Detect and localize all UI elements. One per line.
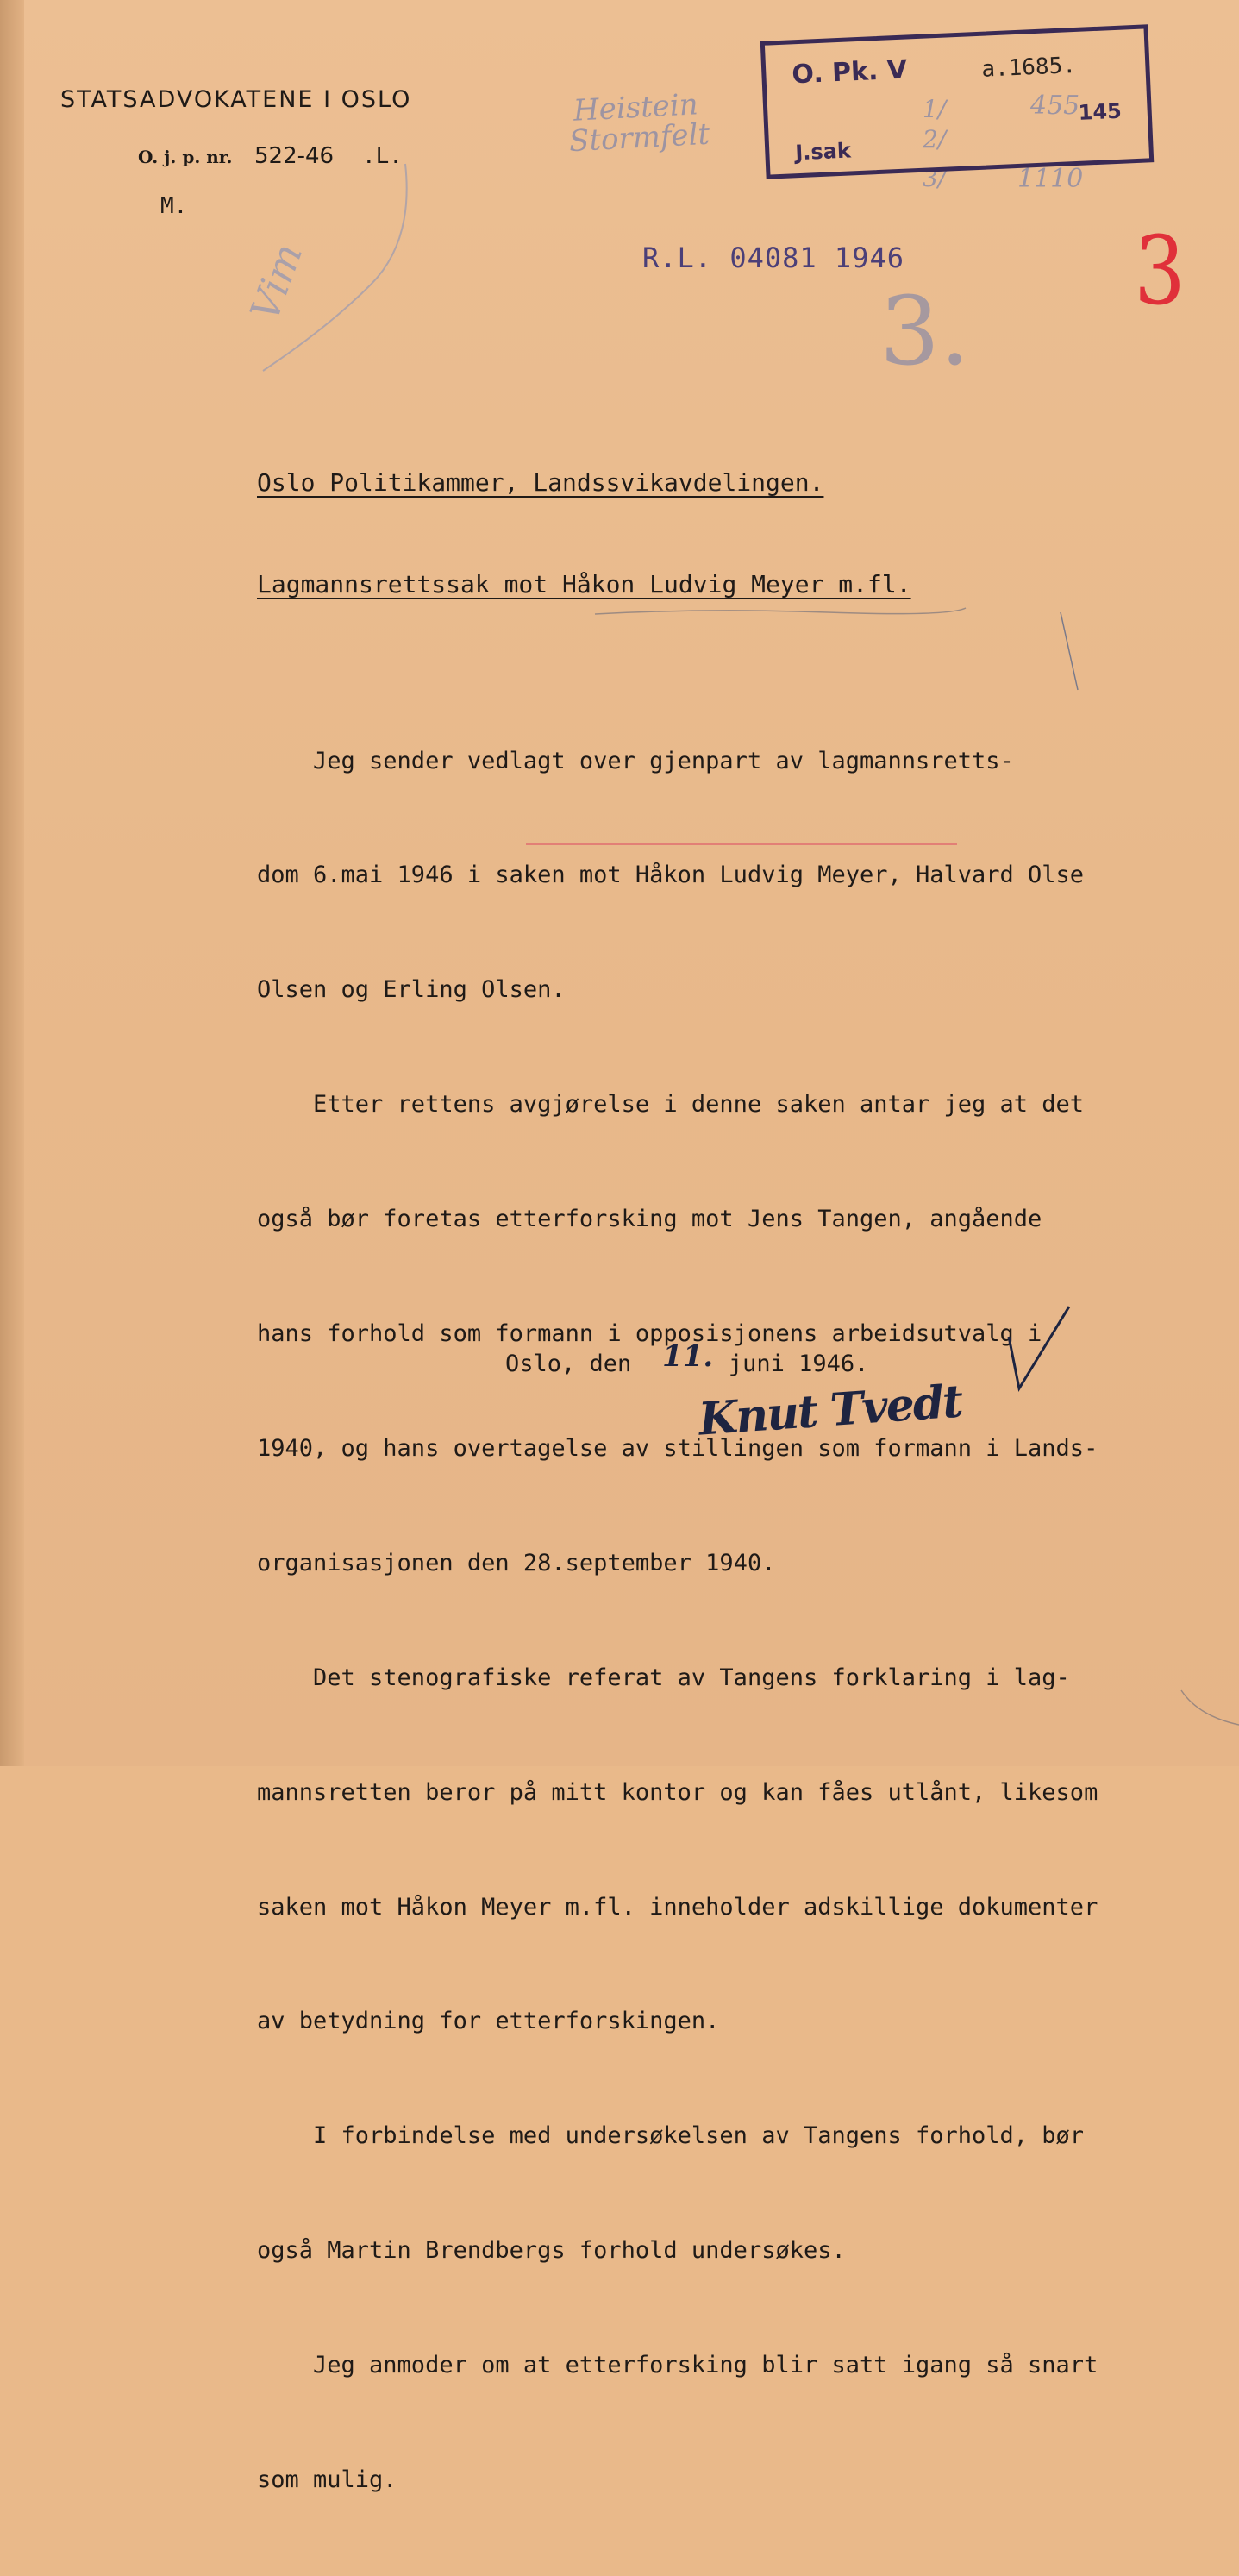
m-label: M. — [160, 193, 188, 219]
office-heading: STATSADVOKATENE I OSLO — [60, 86, 412, 113]
body-line: som mulig. — [257, 2466, 397, 2493]
checkmark-icon — [1000, 1302, 1078, 1397]
handwritten-day: 11. — [662, 1339, 714, 1374]
office-stamp — [760, 24, 1155, 179]
ojp-label: O. j. p. nr. — [138, 147, 233, 167]
body-line: også bør foretas etterforsking mot Jens Tangen, angående — [257, 1206, 1042, 1233]
body-line: av betydning for etterforskingen. — [257, 2008, 720, 2035]
handwritten-side-note: Vim — [241, 237, 312, 327]
ojp-number: 522-46 — [254, 143, 335, 169]
stamp-office-code: O. Pk. V — [791, 54, 908, 91]
handwritten-mark-1: 1/ — [923, 95, 947, 123]
body-line: også Martin Brendbergs forhold undersøkes. — [257, 2237, 846, 2265]
handwritten-mark-3: 3/ — [923, 164, 947, 192]
handwritten-mark-2: 2/ — [923, 125, 947, 154]
body-line: mannsretten beror på mitt kontor og kan fåes utlånt, likesom — [257, 1778, 1098, 1806]
body-line: I forbindelse med undersøkelsen av Tangens forhold, bør — [257, 2122, 1085, 2150]
body-line: Jeg sender vedlagt over gjenpart av lagmannsretts- — [257, 747, 1014, 774]
body-line: organisasjonen den 28.september 1940. — [257, 1549, 776, 1576]
red-page-marker: 3 — [1134, 216, 1186, 326]
date-prefix: Oslo, den — [505, 1351, 646, 1377]
register-stamp: R.L. 04081 1946 — [642, 241, 904, 274]
letter-body — [257, 666, 1205, 2576]
stamp-jsak-label: J.sak — [794, 138, 852, 166]
body-line: 1940, og hans overtagelse av stillingen som formann i Lands- — [257, 1434, 1098, 1462]
stamp-case-number: a.1685. — [980, 52, 1077, 83]
recipient-line: Oslo Politikammer, Landssvikavdelingen. — [257, 468, 824, 497]
body-line: Olsen og Erling Olsen. — [257, 976, 566, 1004]
body-line: saken mot Håkon Meyer m.fl. inneholder adskillige dokumenter — [257, 1893, 1098, 1921]
ojp-suffix: .L. — [362, 143, 403, 169]
stamp-page-ref: 145 — [1078, 98, 1123, 125]
handwritten-number-1: 455 — [1030, 91, 1080, 121]
signature: Knut Tvedt — [697, 1375, 964, 1446]
date-suffix: juni 1946. — [714, 1351, 869, 1377]
handwritten-name-1: Heistein — [573, 87, 699, 128]
subject-line: Lagmannsrettssak mot Håkon Ludvig Meyer m.fl. — [257, 570, 911, 599]
handwritten-number-2: 1110 — [1017, 164, 1084, 194]
handwritten-name-2: Stormfelt — [568, 116, 711, 160]
body-line: Etter rettens avgjørelse i denne saken antar jeg at det — [257, 1091, 1085, 1119]
grey-page-marker: 3. — [879, 276, 970, 386]
body-line: Det stenografiske referat av Tangens forklaring i lag- — [257, 1664, 1070, 1691]
body-line: hans forhold som formann i opposisjonens arbeidsutvalg i — [257, 1320, 1042, 1348]
body-line: Jeg anmoder om at etterforsking blir satt igang så snart — [257, 2352, 1098, 2379]
body-line: dom 6.mai 1946 i saken mot Håkon Ludvig Meyer, Halvard Olse — [257, 862, 1085, 889]
